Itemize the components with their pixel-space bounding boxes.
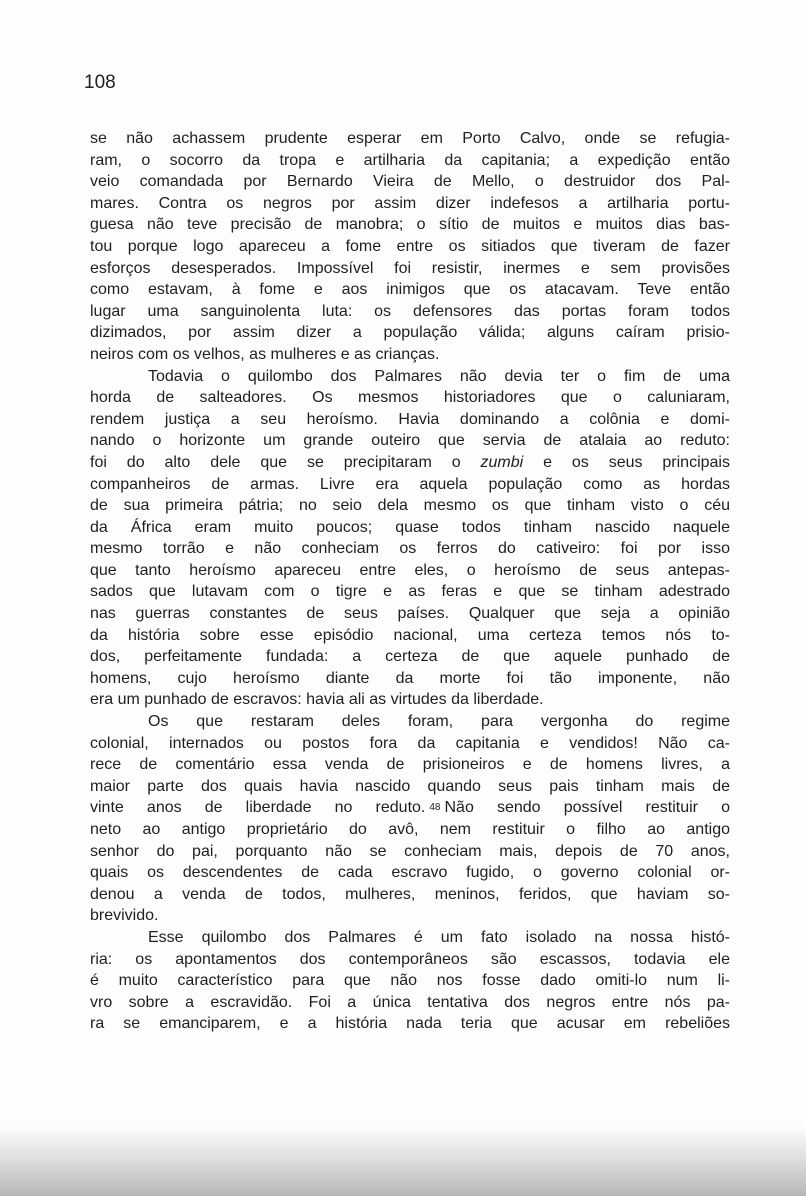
text-line: tou porque logo apareceu a fome entre os sitiados que tiveram de fazer — [90, 237, 730, 255]
text-line: ram, o socorro da tropa e artilharia da capitania; a expedição então — [90, 151, 730, 169]
text-line: rendem justiça a seu heroísmo. Havia dominando a colônia e domi- — [90, 410, 730, 428]
text-line: veio comandada por Bernardo Vieira de Mello, o destruidor dos Pal- — [90, 173, 730, 191]
text-line: horda de salteadores. Os mesmos historiadores que o caluniaram, — [90, 389, 730, 407]
text-line: neiros com os velhos, as mulheres e as crianças. — [90, 345, 440, 363]
text-line: neto ao antigo proprietário do avô, nem restituir o filho ao antigo — [90, 821, 730, 838]
text-line: nando o horizonte um grande outeiro que servia de atalaia ao reduto: — [90, 432, 730, 450]
italic-word: zumbi — [480, 453, 524, 471]
text-line: companheiros de armas. Livre era aquela população como as hordas — [90, 475, 730, 493]
text-line: como estavam, à fome e aos inimigos que os atacavam. Teve então — [90, 281, 730, 299]
text-line: vro sobre a escravidão. Foi a única tentativa dos negros entre nós pa- — [90, 993, 730, 1011]
text-line: dos, perfeitamente fundada: a certeza de que aquele punhado de — [90, 648, 730, 666]
text-line: nas guerras constantes de seus países. Qualquer que seja a opinião — [90, 605, 730, 623]
text-line: ra se emanciparem, e a história nada teria que acusar em rebeliões — [90, 1015, 730, 1033]
text-line: guesa não teve precisão de manobra; o sítio de muitos e muitos dias bas- — [90, 216, 730, 234]
text-line: quais os descendentes de cada escravo fugido, o governo colonial or- — [90, 864, 730, 882]
text-line: Todavia o quilombo dos Palmares não devia ter o fim de uma — [148, 367, 730, 385]
text-line: é muito característico para que não nos fosse dado omiti-lo num li- — [90, 972, 730, 990]
text-line: que tanto heroísmo apareceu entre eles, o heroísmo de seus antepas- — [90, 561, 730, 579]
text-line: senhor do pai, porquanto não se conheciam mais, depois de 70 anos, — [90, 842, 730, 860]
text-line: de sua primeira pátria; no seio dela mesmo os que tinham visto o céu — [90, 497, 730, 515]
text-segment: e os seus principais — [543, 453, 730, 471]
text-line-with-footnote — [90, 797, 730, 819]
text-segment: foi do alto dele que se precipitaram o — [90, 453, 461, 471]
text-line: lugar uma sanguinolenta luta: os defensores das portas foram todos — [90, 302, 730, 320]
paragraph-4 — [90, 927, 730, 1035]
paragraph-1 — [90, 128, 730, 366]
text-line: mares. Contra os negros por assim dizer indefesos a artilharia portu- — [90, 194, 730, 212]
text-line: sados que lutavam com o tigre e as feras e que se tinham adestrado — [90, 583, 730, 601]
text-line: rece de comentário essa venda de prisioneiros e de homens livres, a — [90, 756, 730, 774]
body-text — [90, 128, 730, 1035]
text-segment: Não sendo possível restituir o — [444, 799, 731, 817]
text-line: colonial, internados ou postos fora da capitania e vendidos! Não ca- — [90, 734, 730, 752]
text-line: maior parte dos quais havia nascido quando seus pais tinham mais de — [90, 777, 730, 795]
paragraph-3 — [90, 711, 730, 927]
text-line: da história sobre esse episódio nacional, uma certeza temos nós to- — [90, 626, 730, 644]
text-line: Os que restaram deles foram, para vergonha do regime — [148, 713, 730, 731]
text-line: ria: os apontamentos dos contemporâneos são escassos, todavia ele — [90, 950, 730, 968]
text-line: da África eram muito poucos; quase todos tinham nascido naquele — [90, 518, 730, 536]
text-line-with-italic — [90, 452, 730, 474]
text-line: brevivido. — [90, 907, 159, 925]
text-line: denou a venda de todos, mulheres, meninos, feridos, que haviam so- — [90, 885, 730, 903]
footnote-reference: 48 — [429, 802, 441, 814]
page-number: 108 — [84, 72, 116, 93]
paragraph-2 — [90, 366, 730, 712]
text-line: dizimados, por assim dizer a população válida; alguns caíram prisio- — [90, 324, 730, 342]
text-line: era um punhado de escravos: havia ali as virtudes da liberdade. — [90, 691, 544, 709]
text-line: homens, cujo heroísmo diante da morte foi tão imponente, não — [90, 669, 730, 687]
text-line: se não achassem prudente esperar em Porto Calvo, onde se refugia- — [90, 130, 730, 147]
text-line: mesmo torrão e não conheciam os ferros do cativeiro: foi por isso — [90, 540, 730, 558]
text-line: esforços desesperados. Impossível foi resistir, inermes e sem provisões — [90, 259, 730, 277]
page-bottom-shadow — [0, 1126, 806, 1196]
text-line: Esse quilombo dos Palmares é um fato isolado na nossa histó- — [148, 928, 730, 946]
text-segment: vinte anos de liberdade no reduto. — [90, 799, 426, 817]
